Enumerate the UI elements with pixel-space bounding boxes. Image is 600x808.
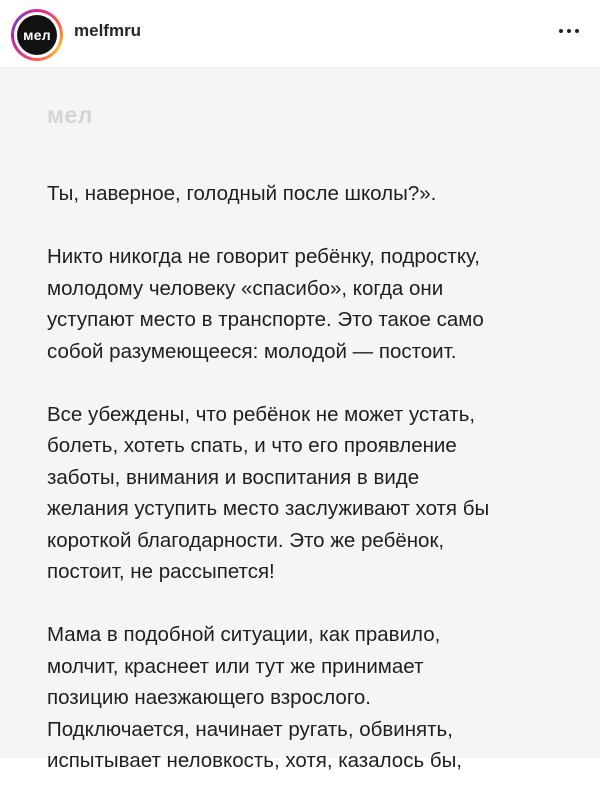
avatar-frame (14, 12, 60, 58)
post-header (0, 0, 600, 68)
paragraph (47, 399, 577, 588)
text-line: молодому человеку «спасибо», когда они (47, 276, 444, 300)
paragraph (47, 241, 577, 367)
text-line: Никто никогда не говорит ребёнку, подростку, (47, 245, 480, 268)
text-line: заботы, внимания и воспитания в виде (47, 465, 420, 489)
dot (575, 29, 579, 33)
avatar-story-ring[interactable] (11, 9, 63, 61)
brand-logo: мел (47, 102, 93, 128)
avatar-logo-text: мел (23, 27, 51, 43)
post-body-text (47, 178, 577, 808)
username-link[interactable]: melfmru (74, 21, 142, 40)
text-line: собой разумеющееся: молодой — постоит. (47, 339, 457, 363)
text-line: Мама в подобной ситуации, как правило, (47, 623, 441, 646)
text-line: постоит, не рассыпется! (47, 560, 275, 583)
text-line: позицию наезжающего взрослого. (47, 686, 371, 709)
avatar[interactable] (17, 15, 57, 55)
post-image[interactable] (0, 68, 600, 772)
text-line: Ты, наверное, голодный после школы?». (47, 182, 437, 205)
text-line: болеть, хотеть спать, и что его проявление (47, 434, 457, 457)
dot (559, 29, 563, 33)
text-line: желания уступить место заслуживают хотя бы (47, 497, 490, 520)
text-line: Подключается, начинает ругать, обвинять, (47, 717, 453, 741)
text-line: Все убеждены, что ребёнок не может устать, (47, 402, 476, 426)
more-options-icon[interactable] (554, 18, 584, 44)
paragraph (47, 178, 577, 210)
text-line: испытывает неловкость, хотя, казалось бы, (47, 749, 462, 772)
text-line: уступают место в транспорте. Это такое само (47, 308, 484, 331)
text-line: короткой благодарности. Это же ребёнок, (47, 528, 445, 552)
text-line: молчит, краснеет или тут же принимает (47, 654, 424, 678)
dot (567, 29, 571, 33)
paragraph (47, 619, 577, 777)
